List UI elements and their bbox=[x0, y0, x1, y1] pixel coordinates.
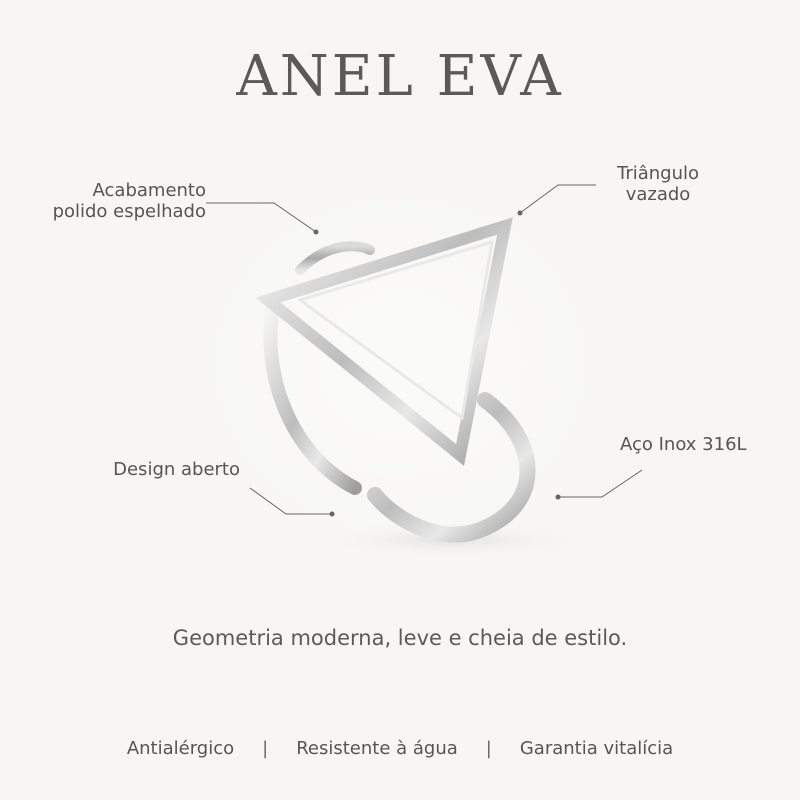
callout-finish bbox=[30, 180, 206, 222]
tagline: Geometria moderna, leve e cheia de estilo. bbox=[172, 626, 628, 650]
callout-design: Design aberto bbox=[113, 459, 240, 480]
feature-lifetime-warranty: Garantia vitalícia bbox=[519, 738, 674, 759]
callout-triangle bbox=[598, 163, 718, 205]
callout-line-finish bbox=[206, 203, 316, 232]
callout-finish-line-2: polido espelhado bbox=[52, 201, 206, 222]
callout-triangle-line-1: Triângulo bbox=[616, 163, 700, 184]
callout-triangle-line-2: vazado bbox=[625, 184, 691, 205]
feature-separator: | bbox=[485, 738, 492, 759]
callout-steel: Aço Inox 316L bbox=[620, 434, 747, 455]
callout-line-steel bbox=[558, 470, 642, 497]
product-title: ANEL EVA bbox=[236, 44, 564, 109]
feature-separator: | bbox=[262, 738, 269, 759]
feature-water-resistant: Resistente à água bbox=[296, 738, 458, 759]
callout-line-design bbox=[250, 488, 332, 514]
feature-list bbox=[0, 738, 800, 759]
callout-finish-line-1: Acabamento bbox=[92, 180, 206, 201]
callout-line-triangle bbox=[520, 185, 596, 213]
feature-hypoallergenic: Antialérgico bbox=[126, 738, 235, 759]
